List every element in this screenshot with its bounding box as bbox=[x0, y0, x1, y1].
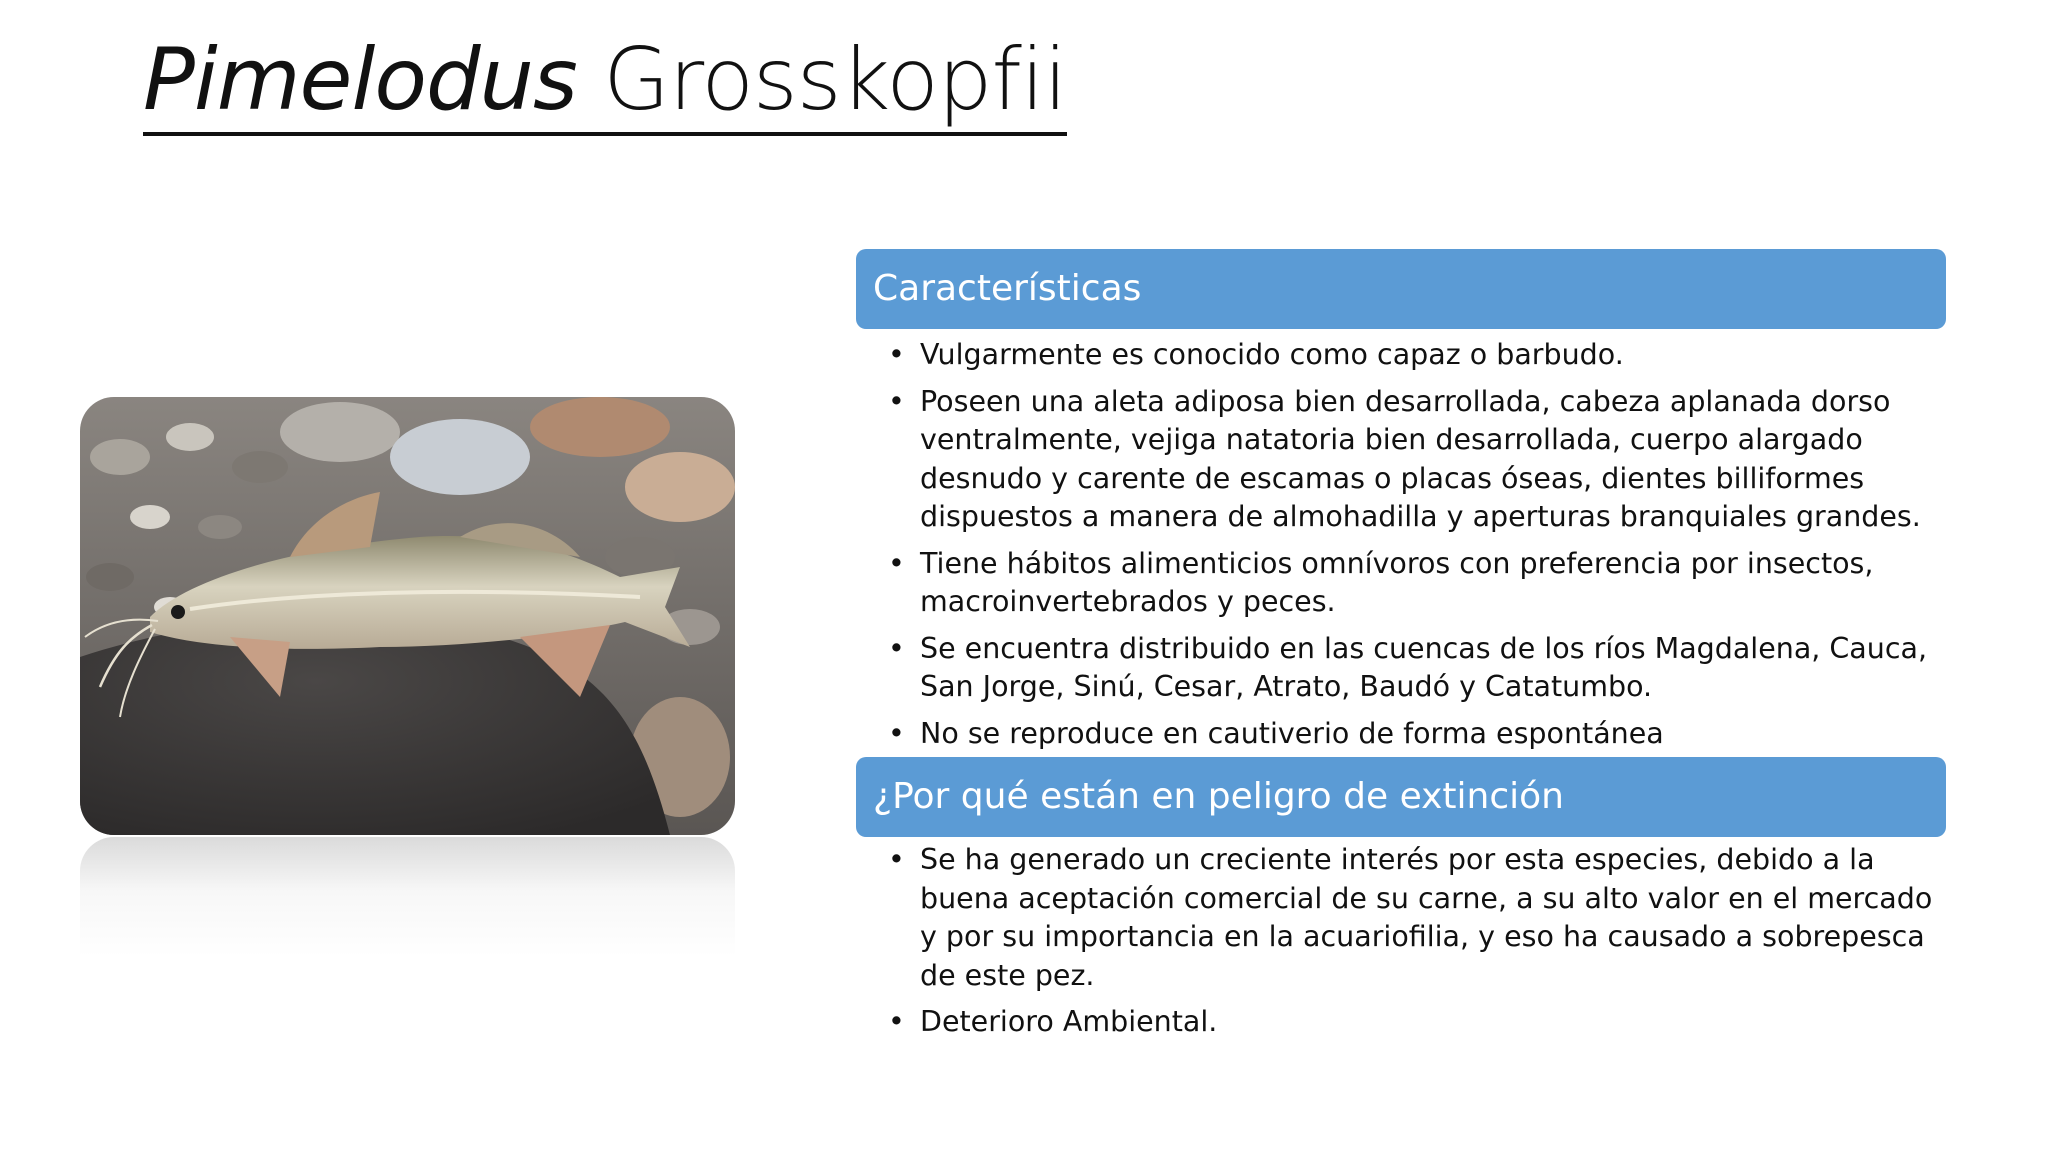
photo-reflection bbox=[80, 837, 735, 957]
peligro-list bbox=[888, 841, 1938, 1050]
title-species: Grosskopfii bbox=[603, 30, 1067, 130]
title-underline bbox=[143, 30, 1067, 136]
section-header-peligro: ¿Por qué están en peligro de extinción bbox=[856, 757, 1946, 837]
title-genus: Pimelodus bbox=[143, 30, 577, 130]
fish-photo bbox=[80, 397, 735, 835]
section-header-caracteristicas: Características bbox=[856, 249, 1946, 329]
list-item: • Tiene hábitos alimenticios omnívoros con preferencia por insectos, macroinvertebrados y peces. bbox=[888, 545, 1938, 622]
caracteristicas-list bbox=[888, 336, 1938, 761]
list-item: • No se reproduce en cautiverio de forma espontánea bbox=[888, 715, 1938, 754]
list-item: • Se ha generado un creciente interés por esta especies, debido a la buena aceptación comercial de su carne, a su alto valor en el mercado y por su importancia en la acuariofilia, y eso ha causado a sobrepesca de este pez. bbox=[888, 841, 1938, 995]
list-item: • Deterioro Ambiental. bbox=[888, 1003, 1938, 1042]
list-item: • Poseen una aleta adiposa bien desarrollada, cabeza aplanada dorso ventralmente, vejiga natatoria bien desarrollada, cuerpo alargado desnudo y carente de escamas o placas óseas, dientes billiformes dispuestos a manera de almohadilla y aperturas branquiales grandes. bbox=[888, 383, 1938, 537]
list-item: • Se encuentra distribuido en las cuencas de los ríos Magdalena, Cauca, San Jorge, Sinú, Cesar, Atrato, Baudó y Catatumbo. bbox=[888, 630, 1938, 707]
list-item: • Vulgarmente es conocido como capaz o barbudo. bbox=[888, 336, 1938, 375]
fish-photo-container bbox=[80, 397, 735, 937]
slide-title bbox=[143, 30, 1067, 136]
